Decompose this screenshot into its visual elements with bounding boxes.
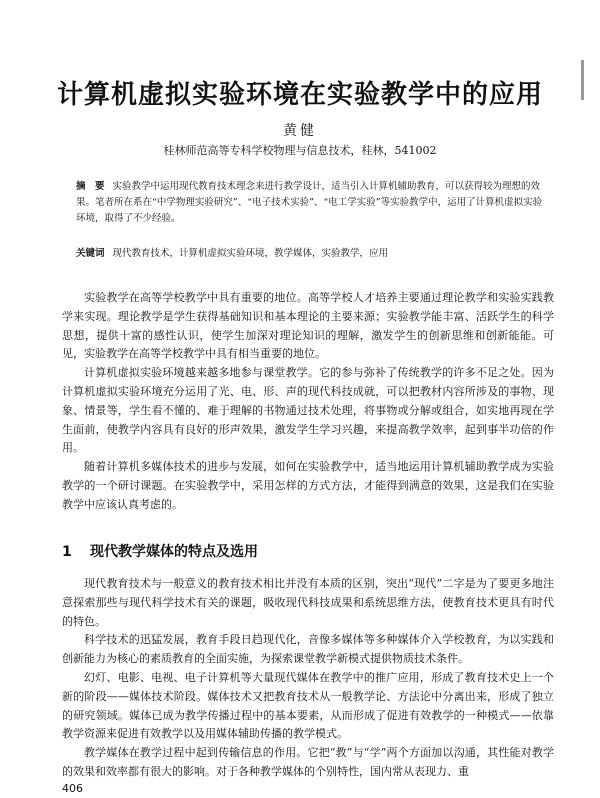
- keywords-label: 关键词: [76, 248, 105, 259]
- section-paragraph: 幻灯、电影、电视、电子计算机等大量现代媒体在教学中的推广应用，形成了教育技术史上一个新的阶段——媒体技术阶段。媒体技术又把教育技术从一般教学论、方法论中分离出来，形成了独立的研究领域。媒体已成为教学传播过程中的基本要素，从而形成了促进有效教学的一种模式——依靠教学资源来促进有效教学以及用媒体辅助传播的教学模式。: [62, 670, 554, 741]
- introduction: [62, 289, 554, 515]
- section-body: [62, 575, 554, 782]
- abstract-text: 实验教学中运用现代教育技术理念来进行教学设计，适当引入计算机辅助教育，可以获得较为理想的效果。笔者所在系在“中学物理实验研究”、“电子技术实验”、“电工学实验”等实验教学中，运用了计算机虚拟实验环境，取得了不少经验。: [76, 181, 543, 224]
- author-name: 黄健: [283, 123, 317, 139]
- intro-paragraph: 随着计算机多媒体技术的进步与发展，如何在实验教学中，适当地运用计算机辅助教学成为实验教学的一个研讨课题。在实验教学中，采用怎样的方式方法，才能得到满意的效果，这是我们在实验教学中应该认真考虑的。: [62, 460, 554, 511]
- abstract: [76, 179, 544, 227]
- paper-title: 计算机虚拟实验环境在实验教学中的应用: [56, 80, 543, 110]
- section-paragraph: 科学技术的迅猛发展，教育手段日趋现代化，音像多媒体等多种媒体介入学校教育，为以实践和创新能力为核心的素质教育的全面实施，为探索课堂教学新模式提供物质技术条件。: [62, 633, 554, 666]
- abstract-label: 摘 要: [76, 181, 105, 192]
- author-affiliation: 桂林师范高等专科学校物理与信息技术，桂林，541002: [163, 144, 437, 157]
- section-title: 现代教学媒体的特点及选用: [90, 544, 258, 560]
- section-heading: [62, 541, 554, 561]
- intro-paragraph: 实验教学在高等学校教学中具有重要的地位。高等学校人才培养主要通过理论教学和实验实践教学来实现。理论教学是学生获得基础知识和基本理论的主要来源；实验教学能丰富、活跃学生的科学思想，提供十富的感性认识，使学生加深对理论知识的理解，激发学生的创新思维和创新能能。可见，实验教学在高等学校教学中具有相当重要的地位。: [62, 291, 554, 361]
- intro-paragraph: 计算机虚拟实验环境越来越多地参与课堂教学。它的参与弥补了传统教学的许多不足之处。因为计算机虚拟实验环境充分运用了光、电、形、声的现代科技成就，可以把教材内容所涉及的事物、现象、情景等，学生看不懂的、难于理解的书物通过技术处理，将事物或分解或组合，如实地再现在学生面前，使教学内容具有良好的形声效果，激发学生学习兴趣，来提高教学效率，起到事半功倍的作用。: [62, 366, 554, 455]
- section-paragraph: 现代教育技术与一般意义的教育技术相比并没有本质的区别，突出“现代”二字是为了要更多地注意探索那些与现代科学技术有关的课题，吸收现代科技成果和系统思维方法，使教育技术更具有时代的特色。: [62, 577, 554, 628]
- section-paragraph: 教学媒体在教学过程中起到传输信息的作用。它把“教”与“学”两个方面加以沟通，其性能对教学的效果和效率都有很大的影响。对于各种教学媒体的个别特性，国内常从表现力、重: [62, 746, 554, 778]
- section-number: 1: [62, 544, 72, 560]
- keywords: [76, 246, 544, 262]
- keywords-text: 现代教育技术，计算机虚拟实验环境，教学媒体，实验教学，应用: [112, 248, 389, 259]
- page-number: 406: [62, 782, 83, 795]
